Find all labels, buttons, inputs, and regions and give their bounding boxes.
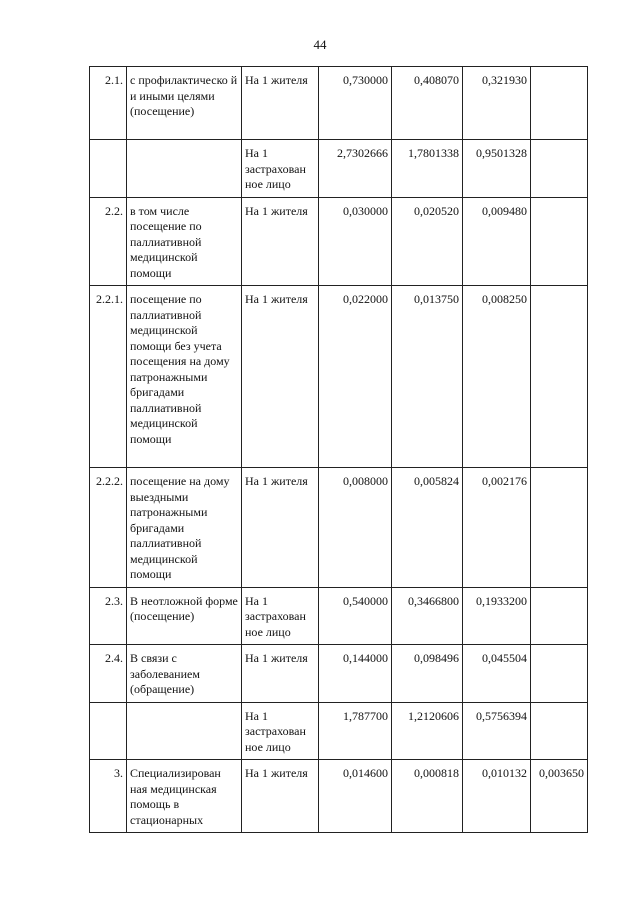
row-value-4 (531, 645, 588, 703)
table-row (90, 587, 588, 645)
row-value-2: 0,005824 (392, 468, 463, 588)
row-number: 2.1. (90, 67, 127, 140)
row-value-3: 0,010132 (463, 760, 531, 833)
row-description: в том числе посещение по паллиативной медицинской помощи (127, 197, 242, 286)
row-value-3: 0,008250 (463, 286, 531, 468)
row-number: 2.2.1. (90, 286, 127, 468)
row-number (90, 140, 127, 198)
table-row (90, 286, 588, 468)
row-value-3: 0,321930 (463, 67, 531, 140)
page-number: 44 (313, 37, 327, 52)
row-description: В связи с заболеванием (обращение) (127, 645, 242, 703)
row-unit: На 1 жителя (242, 468, 319, 588)
row-value-4 (531, 286, 588, 468)
row-value-2: 0,013750 (392, 286, 463, 468)
row-unit: На 1 застрахован ное лицо (242, 587, 319, 645)
row-number (90, 702, 127, 760)
row-number: 2.2. (90, 197, 127, 286)
row-description (127, 140, 242, 198)
row-description: Специализирован ная медицинская помощь в стационарных (127, 760, 242, 833)
row-unit: На 1 застрахован ное лицо (242, 702, 319, 760)
row-unit: На 1 жителя (242, 197, 319, 286)
table-row (90, 67, 588, 140)
row-value-2: 0,408070 (392, 67, 463, 140)
row-value-4 (531, 140, 588, 198)
row-value-2: 1,2120606 (392, 702, 463, 760)
norms-table (89, 66, 588, 833)
row-unit: На 1 жителя (242, 67, 319, 140)
row-value-1: 0,730000 (319, 67, 392, 140)
row-value-4 (531, 702, 588, 760)
row-unit: На 1 застрахован ное лицо (242, 140, 319, 198)
row-description (127, 702, 242, 760)
row-value-4 (531, 67, 588, 140)
row-value-4: 0,003650 (531, 760, 588, 833)
table-row (90, 197, 588, 286)
row-number: 2.2.2. (90, 468, 127, 588)
row-unit: На 1 жителя (242, 286, 319, 468)
row-value-1: 0,144000 (319, 645, 392, 703)
row-value-1: 1,787700 (319, 702, 392, 760)
row-description: с профилактическо й и иными целями (посещение) (127, 67, 242, 140)
row-description: посещение на дому выездными патронажными бригадами паллиативной медицинской помощи (127, 468, 242, 588)
table-row (90, 140, 588, 198)
row-number: 3. (90, 760, 127, 833)
table-row (90, 760, 588, 833)
row-value-3: 0,9501328 (463, 140, 531, 198)
row-value-2: 0,098496 (392, 645, 463, 703)
row-value-1: 0,030000 (319, 197, 392, 286)
row-value-4 (531, 468, 588, 588)
row-unit: На 1 жителя (242, 645, 319, 703)
row-description: В неотложной форме (посещение) (127, 587, 242, 645)
row-value-3: 0,009480 (463, 197, 531, 286)
row-value-1: 2,7302666 (319, 140, 392, 198)
row-value-2: 0,3466800 (392, 587, 463, 645)
row-value-1: 0,008000 (319, 468, 392, 588)
row-value-2: 1,7801338 (392, 140, 463, 198)
table-row (90, 645, 588, 703)
row-value-4 (531, 197, 588, 286)
table-row (90, 468, 588, 588)
row-description: посещение по паллиативной медицинской помощи без учета посещения на дому патронажными бригадами паллиативной медицинской помощи (127, 286, 242, 468)
row-value-3: 0,045504 (463, 645, 531, 703)
row-number: 2.4. (90, 645, 127, 703)
row-number: 2.3. (90, 587, 127, 645)
row-unit: На 1 жителя (242, 760, 319, 833)
row-value-2: 0,000818 (392, 760, 463, 833)
row-value-1: 0,014600 (319, 760, 392, 833)
row-value-1: 0,540000 (319, 587, 392, 645)
table-row (90, 702, 588, 760)
row-value-2: 0,020520 (392, 197, 463, 286)
row-value-3: 0,5756394 (463, 702, 531, 760)
row-value-4 (531, 587, 588, 645)
row-value-3: 0,1933200 (463, 587, 531, 645)
row-value-1: 0,022000 (319, 286, 392, 468)
row-value-3: 0,002176 (463, 468, 531, 588)
